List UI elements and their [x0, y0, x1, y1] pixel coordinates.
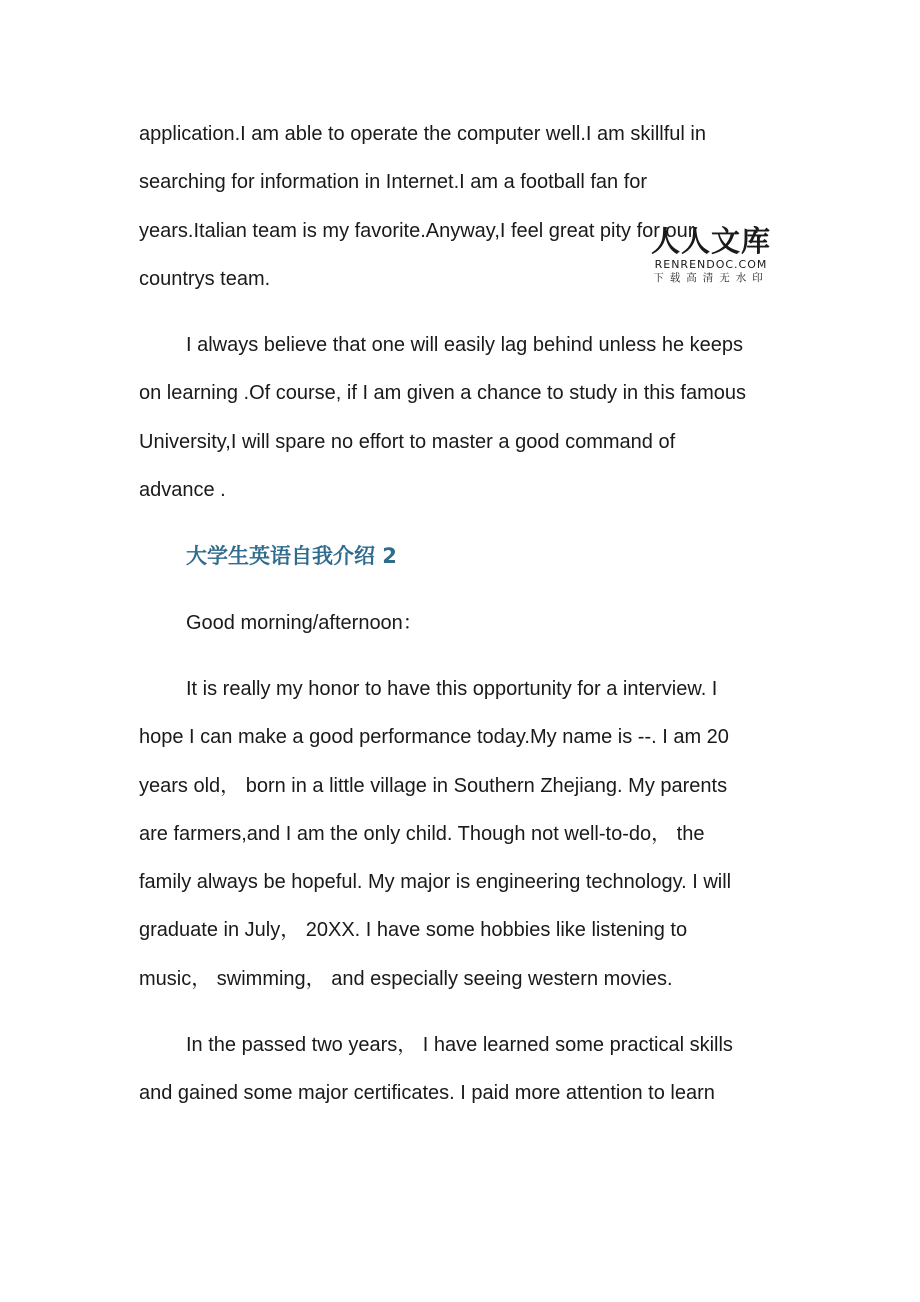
paragraph-line: music， swimming， and especially seeing western movies. — [139, 967, 673, 990]
watermark-logo — [646, 224, 776, 285]
paragraph-line: are farmers,and I am the only child. Though not well-to-do， the — [139, 822, 705, 845]
watermark-title: 人人文库 — [650, 224, 771, 258]
paragraph-line: University,I will spare no effort to master a good command of — [139, 430, 676, 453]
paragraph-greeting — [139, 599, 789, 647]
paragraph-gap — [139, 581, 789, 599]
paragraph-4 — [139, 665, 789, 1003]
paragraph-gap — [139, 303, 789, 321]
paragraph-line: family always be hopeful. My major is engineering technology. I will — [139, 871, 732, 894]
paragraph-line: advance . — [139, 479, 226, 502]
paragraph-line: years.Italian team is my favorite.Anyway,I feel great pity for our — [139, 219, 695, 242]
paragraph-5 — [139, 1021, 789, 1118]
paragraph-line: and gained some major certificates. I paid more attention to learn — [139, 1082, 715, 1105]
paragraph-line: searching for information in Internet.I am a football fan for — [139, 171, 648, 194]
watermark-url: RENRENDOC.COM — [654, 258, 768, 271]
paragraph-gap — [139, 647, 789, 665]
paragraph-line: Good morning/afternoon： — [186, 611, 423, 634]
paragraph-gap — [139, 1003, 789, 1021]
paragraph-line: hope I can make a good performance today.My name is --. I am 20 — [139, 726, 729, 749]
section-heading: 大学生英语自我介绍 2 — [186, 544, 397, 569]
paragraph-line: on learning .Of course, if I am given a chance to study in this famous — [139, 382, 746, 405]
paragraph-line: I always believe that one will easily lag behind unless he keeps — [186, 334, 744, 357]
paragraph-line: countrys team. — [139, 267, 271, 290]
paragraph-line: graduate in July， 20XX. I have some hobbies like listening to — [139, 919, 688, 942]
paragraph-line: It is really my honor to have this opportunity for a interview. I — [186, 677, 718, 700]
paragraph-line: In the passed two years， I have learned some practical skills — [186, 1034, 733, 1057]
paragraph-line: years old， born in a little village in Southern Zhejiang. My parents — [139, 774, 728, 797]
watermark-subtitle: 下载高清无水印 — [653, 272, 769, 284]
paragraph-2 — [139, 321, 789, 514]
paragraph-line: application.I am able to operate the computer well.I am skillful in — [139, 123, 706, 145]
paragraph-gap — [139, 514, 789, 532]
